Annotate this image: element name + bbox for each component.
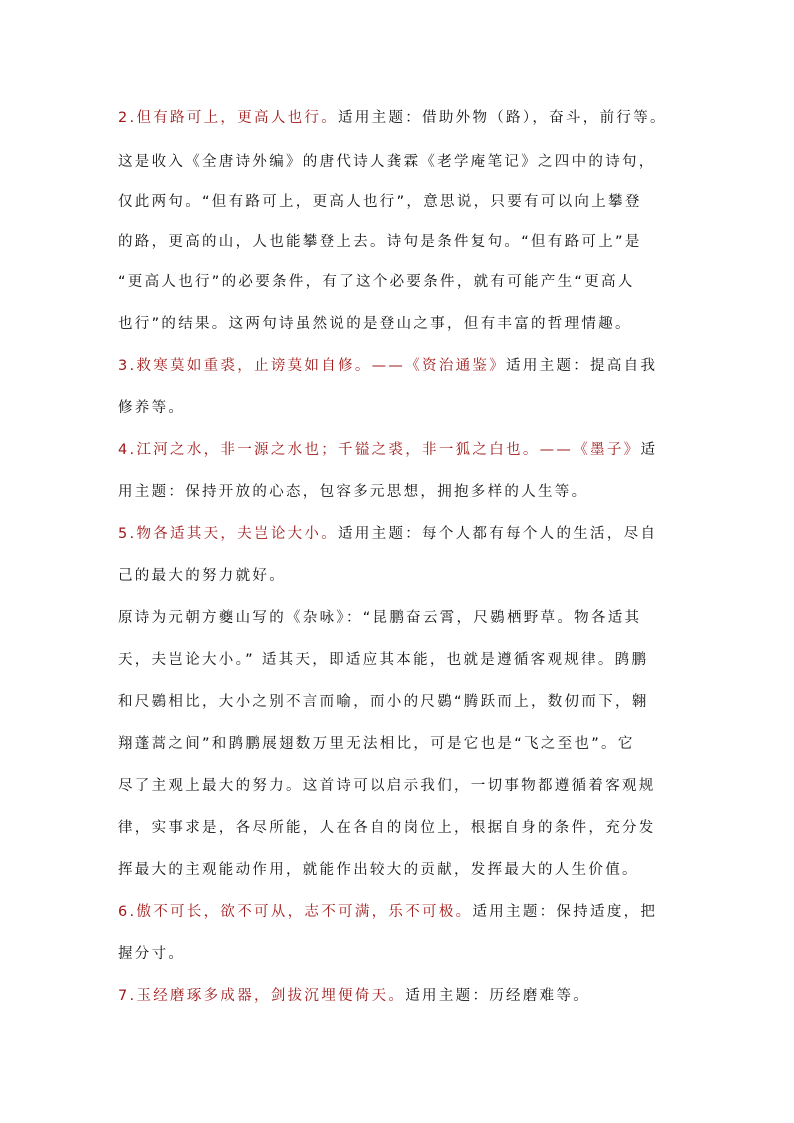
theme-text: 适用主题：提高自我	[506, 358, 658, 374]
quote-text: 傲不可长，欲不可从，志不可满，乐不可极。	[136, 904, 473, 920]
quote-text: 玉经磨琢多成器，剑拔沉埋便倚天。	[136, 988, 406, 1004]
paragraph-line: 握分寸。	[118, 946, 186, 962]
theme-text: 适	[640, 442, 658, 458]
theme-text: 适用主题：保持适度，把	[472, 904, 658, 920]
item-5	[118, 524, 678, 544]
quote-text: 江河之水，非一源之水也；千镒之裘，非一狐之白也。——《墨子》	[136, 442, 641, 458]
item-number: 6.	[118, 904, 137, 920]
paragraph-line: 的路，更高的山，人也能攀登上去。诗句是条件复句。“但有路可上”是	[118, 234, 642, 250]
paragraph-line: 修养等。	[118, 400, 186, 416]
paragraph-line: “更高人也行”的必要条件，有了这个必要条件，就有可能产生“更高人	[118, 274, 635, 290]
theme-text: 适用主题：每个人都有每个人的生活，尽自	[338, 526, 658, 542]
item-4	[118, 440, 678, 460]
quote-text: 但有路可上，更高人也行。	[136, 110, 339, 126]
paragraph-line: 仅此两句。“但有路可上，更高人也行”，意思说，只要有可以向上攀登	[118, 194, 642, 210]
paragraph-line: 也行”的结果。这两句诗虽然说的是登山之事，但有丰富的哲理情趣。	[118, 316, 632, 332]
paragraph-line: 原诗为元朝方夔山写的《杂咏》：“昆鹏奋云霄，尺鷃栖野草。物各适其	[118, 610, 642, 626]
item-number: 2.	[118, 110, 137, 126]
paragraph-line: 用主题：保持开放的心态，包容多元思想，拥抱多样的人生等。	[118, 484, 589, 500]
item-number: 5.	[118, 526, 137, 542]
paragraph-line: 这是收入《全唐诗外编》的唐代诗人龚霖《老学庵笔记》之四中的诗句，	[118, 154, 656, 170]
paragraph-line: 和尺鷃相比，大小之别不言而喻，而小的尺鷃“腾跃而上，数仞而下，翱	[118, 694, 649, 710]
quote-text: 救寒莫如重裘，止谤莫如自修。——《资治通鉴》	[136, 358, 507, 374]
paragraph-line: 己的最大的努力就好。	[118, 568, 286, 584]
item-number: 4.	[118, 442, 137, 458]
paragraph-line: 翔蓬蒿之间”和鹍鹏展翅数万里无法相比，可是它也是“飞之至也”。它	[118, 736, 635, 752]
quote-text: 物各适其天，夫岂论大小。	[136, 526, 339, 542]
paragraph-line: 天，夫岂论大小。” 适其天，即适应其本能，也就是遵循客观规律。鹍鹏	[118, 652, 649, 668]
item-number: 7.	[118, 988, 137, 1004]
paragraph-line: 挥最大的主观能动作用，就能作出较大的贡献，发挥最大的人生价值。	[118, 862, 639, 878]
item-7	[118, 986, 678, 1006]
item-3	[118, 356, 678, 376]
paragraph-line: 律，实事求是，各尽所能，人在各自的岗位上，根据自身的条件，充分发	[118, 820, 656, 836]
item-number: 3.	[118, 358, 137, 374]
item-6	[118, 902, 678, 922]
paragraph-line: 尽了主观上最大的努力。这首诗可以启示我们，一切事物都遵循着客观规	[118, 778, 656, 794]
theme-text: 适用主题：借助外物（路），奋斗，前行等。	[338, 110, 667, 126]
theme-text: 适用主题：历经磨难等。	[405, 988, 591, 1004]
item-2	[118, 108, 678, 128]
